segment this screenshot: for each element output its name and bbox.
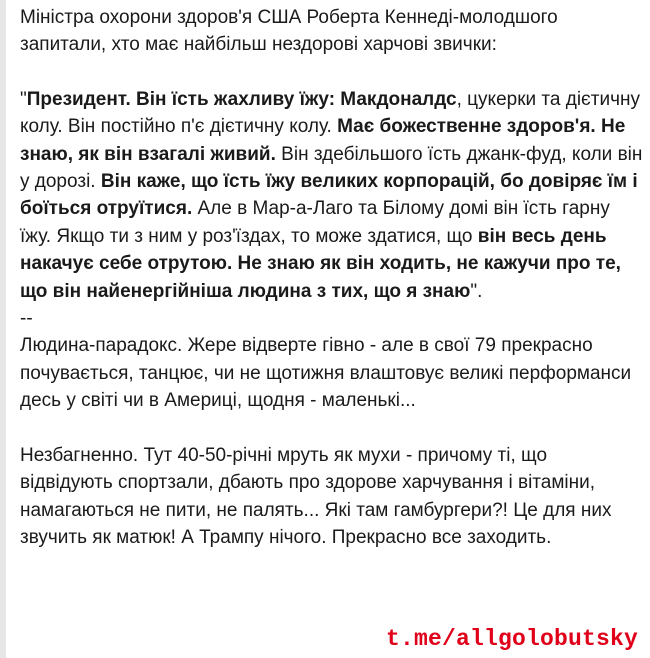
post-paragraph-2: Незбагненно. Тут 40-50-річні мруть як мухи - причому ті, що відвідують спортзали, дбають про здорове харчування і вітаміни, намагаються не пити, не палять... Які там гамбургери?! Це для них звучить як матюк! А Трампу нічого. Прекрасно все заходить.: [20, 444, 612, 548]
quote-segment: , цукерки та дієтичну колу. Він постійно п'є дієтичну колу.: [20, 88, 640, 138]
post-body: [20, 0, 644, 658]
quote-segment: Але в Мар-а-Лаго та Білому домі він їсть гарну їжу. Якщо ти з ним у роз'їздах, то може здатися, що: [20, 198, 610, 247]
paragraph-gap: [20, 59, 644, 86]
paragraph-gap: [20, 415, 644, 442]
quote-segment-bold: він весь день накачує себе отрутою. Не знаю як він ходить, не кажучи про те, що він найенергійніша людина з тих, що я знаю: [20, 225, 621, 302]
left-border-strip: [0, 0, 6, 658]
quote-segment-bold: Має божественне здоров'я. Не знаю, як він взагалі живий.: [20, 116, 626, 165]
separator: --: [20, 308, 33, 330]
quote-segment-bold: Він каже, що їсть їжу великих корпорацій, бо довіряє їм і боїться отруїтися.: [20, 171, 638, 220]
post-quote: [20, 86, 644, 305]
post-paragraph-1: Людина-парадокс. Жере відверте гівно - але в свої 79 прекрасно почувається, танцює, чи не щотижня влаштовує великі перформанси десь у світі чи в Америці, щодня - маленькі...: [20, 335, 632, 412]
quote-segment: Він здебільшого їсть джанк-фуд, коли він у дорозі.: [20, 143, 643, 193]
quote-segment: ": [20, 88, 27, 110]
quote-segment-bold: Президент. Він їсть жахливу їжу: Макдоналдс: [26, 88, 457, 110]
post-intro: Міністра охорони здоров'я США Роберта Кеннеді-молодшого запитали, хто має найбільш нездорові харчові звички:: [20, 7, 558, 56]
channel-watermark: t.me/allgolobutsky: [385, 626, 638, 652]
quote-segment: ".: [470, 280, 483, 302]
